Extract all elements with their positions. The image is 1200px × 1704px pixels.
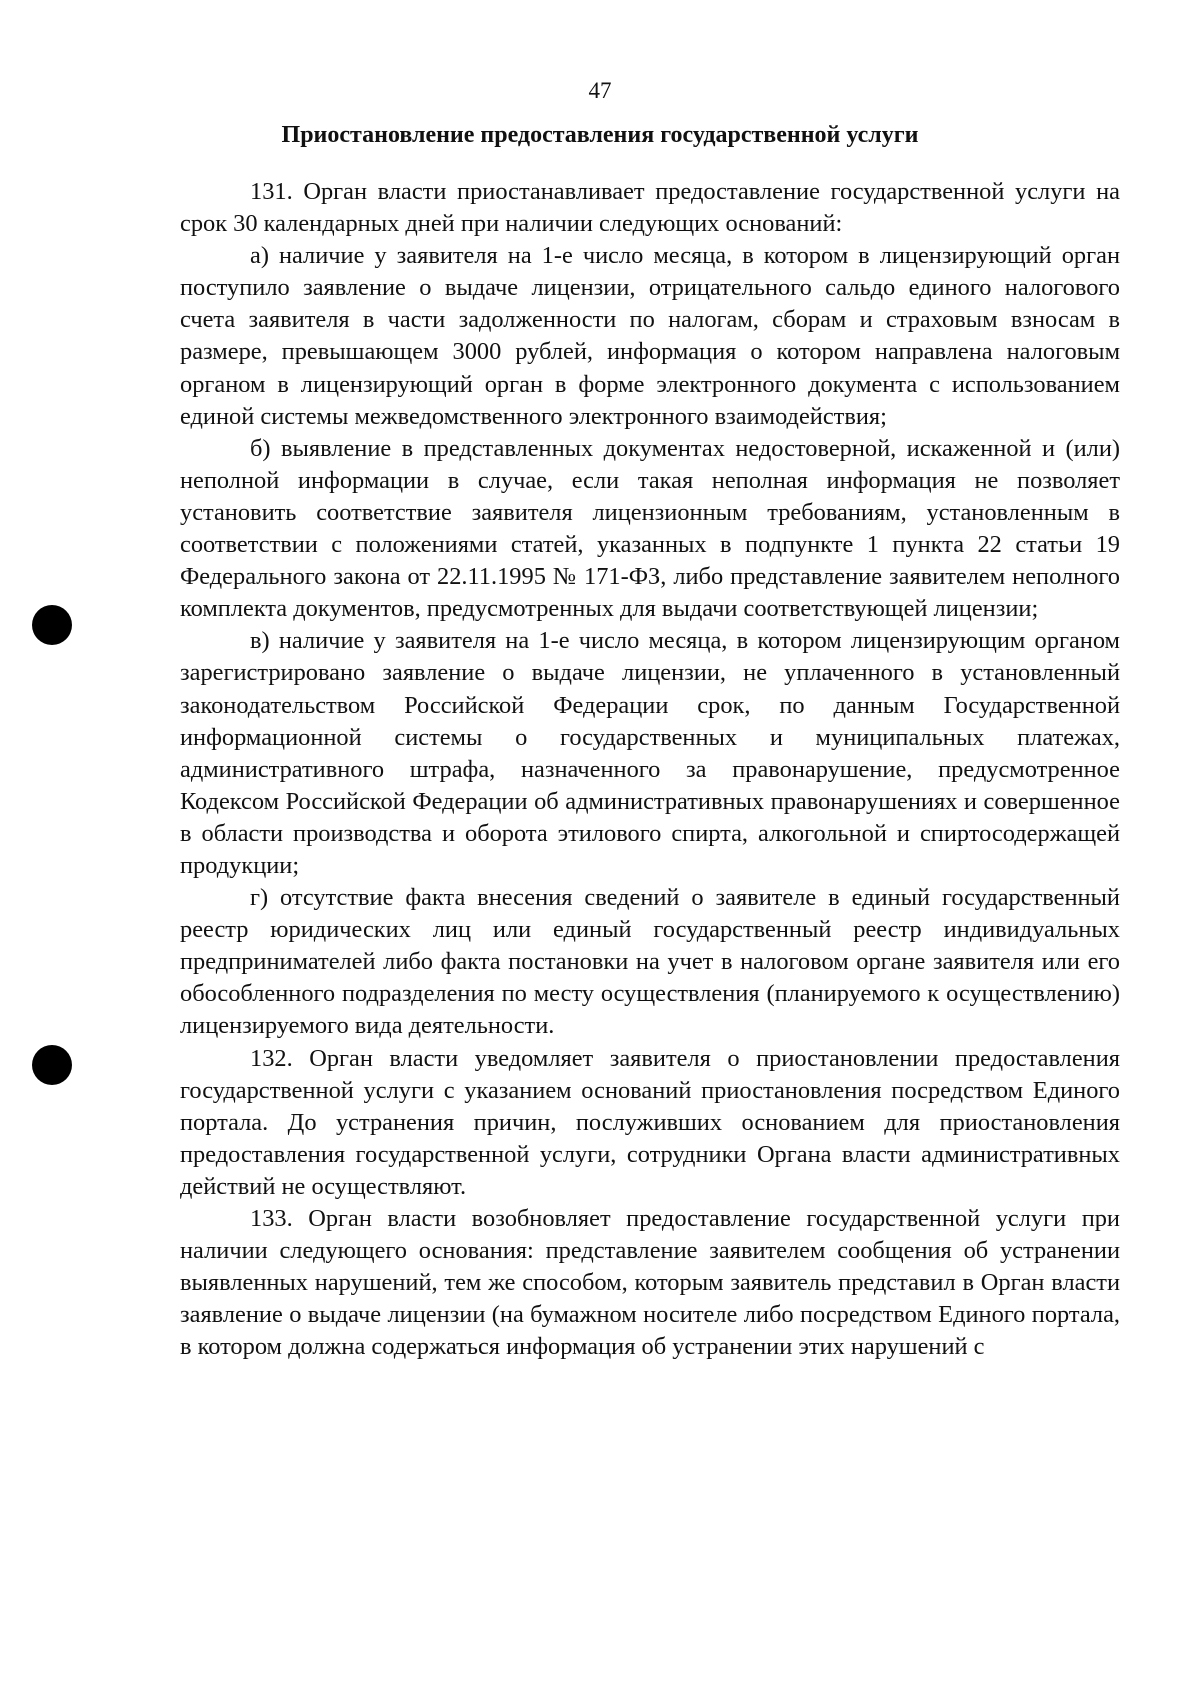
body-text xyxy=(180,176,1120,1363)
page-number: 47 xyxy=(588,78,612,103)
paragraph-133: 133. Орган власти возобновляет предоставление государственной услуги при наличии следующего основания: представление заявителем сообщения об устранении выявленных нарушений, тем же способом, которым заявитель представил в Орган власти заявление о выдаче лицензии (на бумажном носителе либо посредством Единого портала, в котором должна содержаться информация об устранении этих нарушений с xyxy=(180,1205,1120,1361)
punch-hole-mark xyxy=(32,1045,72,1085)
punch-hole-mark xyxy=(32,605,72,645)
paragraph-131-g: г) отсутствие факта внесения сведений о заявителе в единый государственный реестр юридических лиц или единый государственный реестр индивидуальных предпринимателей либо факта постановки на учет в налоговом органе заявителя или его обособленного подразделения по месту осуществления (планируемого к осуществлению) лицензируемого вида деятельности. xyxy=(180,884,1120,1040)
paragraph-131-b: б) выявление в представленных документах недостоверной, искаженной и (или) неполной информации в случае, если такая неполная информация не позволяет установить соответствие заявителя лицензионным требованиям, установленным в соответствии с положениями статей, указанных в подпункте 1 пункта 22 статьи 19 Федерального закона от 22.11.1995 № 171-ФЗ, либо представление заявителем неполного комплекта документов, предусмотренных для выдачи соответствующей лицензии; xyxy=(180,434,1120,623)
paragraph-131: 131. Орган власти приостанавливает предоставление государственной услуги на срок 30 календарных дней при наличии следующих оснований: xyxy=(180,178,1120,238)
paragraph-132: 132. Орган власти уведомляет заявителя о приостановлении предоставления государственной услуги с указанием оснований приостановления посредством Единого портала. До устранения причин, послуживших основанием для приостановления предоставления государственной услуги, сотрудники Органа власти административных действий не осуществляют. xyxy=(180,1044,1120,1200)
section-heading: Приостановление предоставления государственной услуги xyxy=(281,122,919,148)
paragraph-131-v: в) наличие у заявителя на 1-е число месяца, в котором лицензирующим органом зарегистрировано заявление о выдаче лицензии, не уплаченного в установленный законодательством Российской Федерации срок, по данным Государственной информационной системы о государственных и муниципальных платежах, административного штрафа, назначенного за правонарушение, предусмотренное Кодексом Российской Федерации об административных правонарушениях и совершенное в области производства и оборота этилового спирта, алкогольной и спиртосодержащей продукции; xyxy=(180,627,1120,879)
paragraph-131-a: а) наличие у заявителя на 1-е число месяца, в котором в лицензирующий орган поступило заявление о выдаче лицензии, отрицательного сальдо единого налогового счета заявителя в части задолженности по налогам, сборам и страховым взносам в размере, превышающем 3000 рублей, информация о котором направлена налоговым органом в лицензирующий орган в форме электронного документа с использованием единой системы межведомственного электронного взаимодействия; xyxy=(180,242,1120,430)
